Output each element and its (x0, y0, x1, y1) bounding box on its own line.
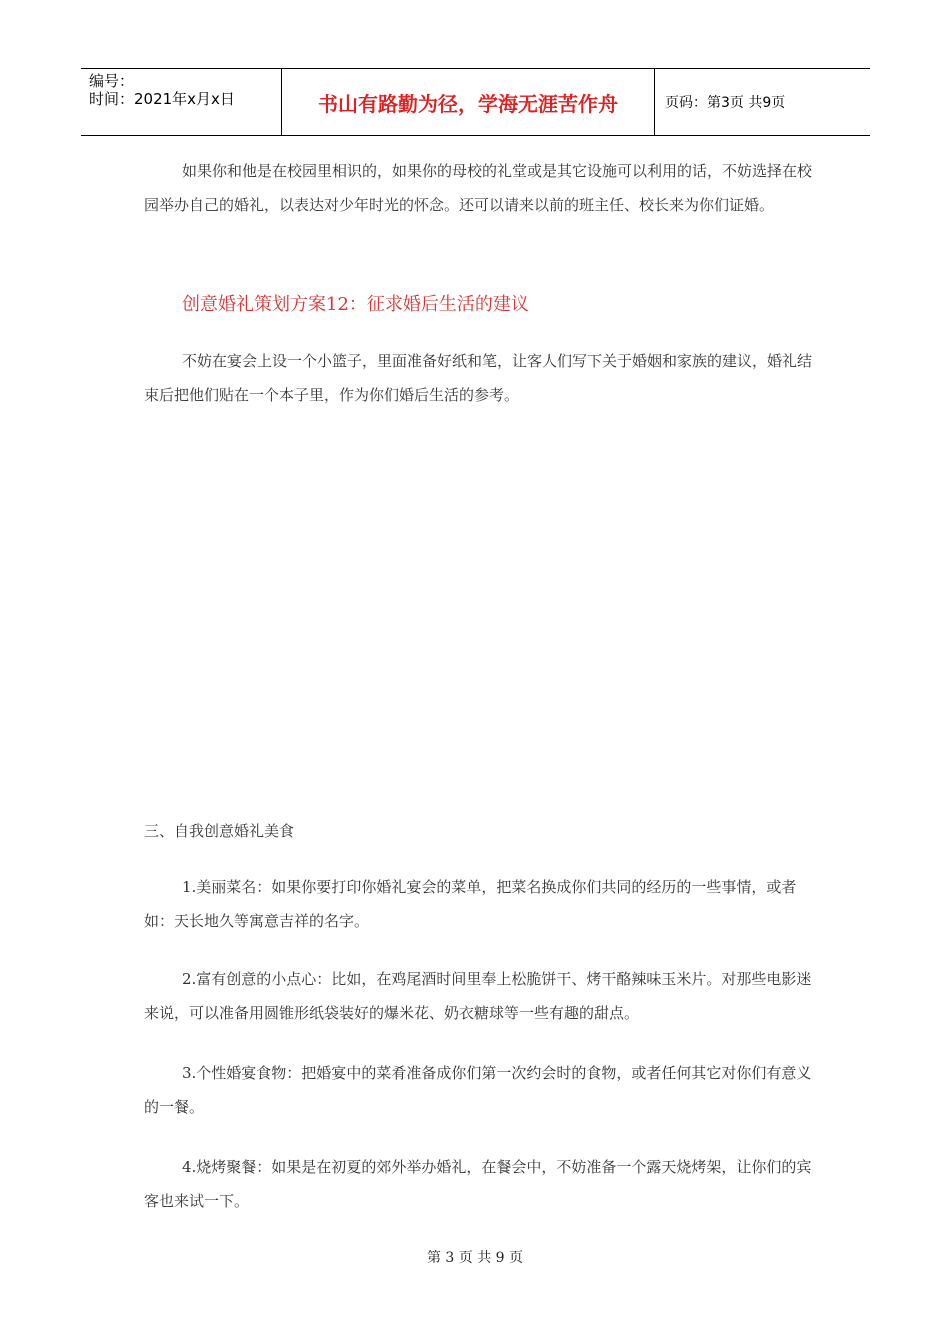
list-item-snacks: 2.富有创意的小点心：比如，在鸡尾酒时间里奉上松脆饼干、烤干酪辣味玉米片。对那些电影迷来说，可以准备用圆锥形纸袋装好的爆米花、奶衣糖球等一些有趣的甜点。 (144, 970, 812, 1022)
paragraph-advice-basket: 不妨在宴会上设一个小篮子，里面准备好纸和笔，让客人们写下关于婚姻和家族的建议，婚礼结束后把他们贴在一个本子里，作为你们婚后生活的参考。 (144, 352, 813, 404)
serial-number-label: 编号： (89, 72, 135, 90)
document-header (81, 68, 870, 136)
date-label: 时间：2021年x月x日 (89, 90, 235, 108)
page-footer: 第 3 页 共 9 页 (426, 1250, 524, 1266)
section-title-food: 三、自我创意婚礼美食 (144, 822, 295, 840)
header-meta-cell (81, 69, 282, 135)
list-item-personal-food: 3.个性婚宴食物：把婚宴中的菜肴准备成你们第一次约会时的食物，或者任何其它对你们有意义的一餐。 (144, 1064, 812, 1116)
header-page-cell (655, 69, 870, 135)
list-item-dish-names: 1.美丽菜名：如果你要打印你婚礼宴会的菜单，把菜名换成你们共同的经历的一些事情，或者如：天长地久等寓意吉祥的名字。 (144, 878, 797, 930)
list-item-barbecue: 4.烧烤聚餐：如果是在初夏的郊外举办婚礼，在餐会中，不妨准备一个露天烧烤架，让你们的宾客也来试一下。 (144, 1158, 812, 1210)
section-heading-12: 创意婚礼策划方案12：征求婚后生活的建议 (182, 294, 529, 315)
paragraph-campus-wedding: 如果你和他是在校园里相识的，如果你的母校的礼堂或是其它设施可以利用的话，不妨选择在校园举办自己的婚礼，以表达对少年时光的怀念。还可以请来以前的班主任、校长来为你们证婚。 (144, 162, 813, 214)
header-motto-cell (282, 69, 655, 135)
motto-text: 书山有路勤为径，学海无涯苦作舟 (318, 91, 618, 116)
header-page-label: 页码：第3页 共9页 (665, 95, 786, 111)
